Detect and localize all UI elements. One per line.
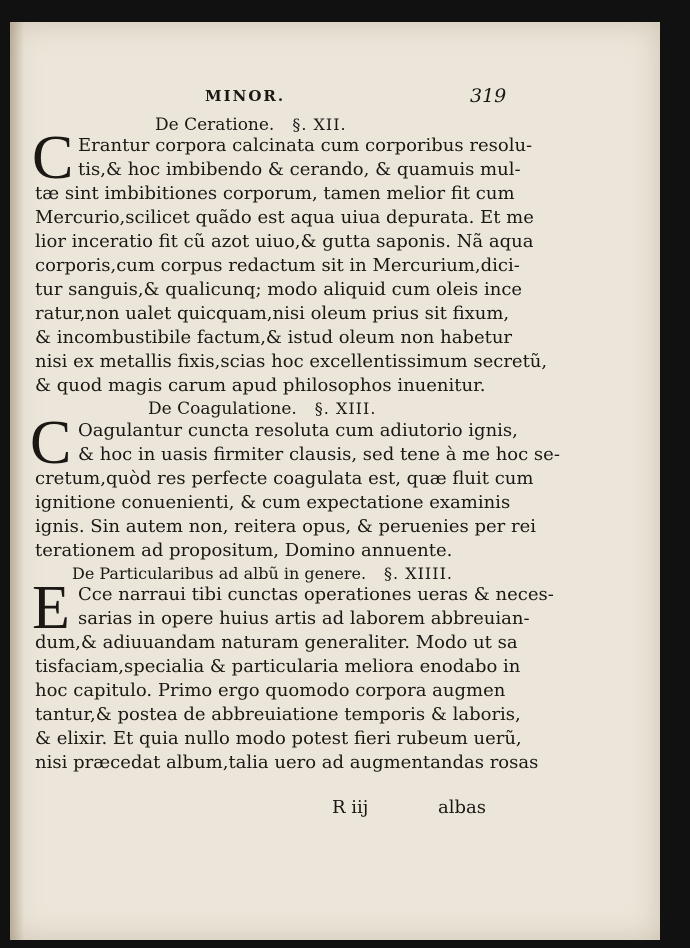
- section-number: §. XIIII.: [384, 564, 453, 583]
- section-heading: [155, 115, 347, 135]
- drop-cap-initial: C: [30, 409, 72, 477]
- text-line: & elixir. Et quia nullo modo potest fieri rubeum uerũ,: [35, 728, 522, 749]
- section-number: §. XII.: [292, 115, 347, 134]
- text-line: Mercurio,scilicet quãdo est aqua uiua depurata. Et me: [35, 207, 534, 228]
- text-line: tur sanguis,& qualicunq; modo aliquid cum oleis ince: [35, 279, 523, 300]
- section-heading: [72, 564, 453, 583]
- text-line: nisi præcedat album,talia uero ad augmentandas rosas: [35, 752, 539, 773]
- text-line: ratur,non ualet quicquam,nisi oleum prius sit fixum,: [35, 303, 510, 324]
- text-line: ignis. Sin autem non, reitera opus, & peruenies per rei: [35, 516, 537, 537]
- page-number: 319: [470, 85, 507, 107]
- text-line: Cce narraui tibi cunctas operationes ueras & neces-: [78, 584, 554, 605]
- catchword: albas: [438, 797, 486, 818]
- book-page: [10, 22, 660, 940]
- signature-mark: R iij: [332, 797, 369, 818]
- section-title: De Particularibus ad albũ in genere.: [72, 564, 367, 583]
- text-line: ignitione conuenienti, & cum expectatione examinis: [35, 492, 511, 513]
- text-line: hoc capitulo. Primo ergo quomodo corpora augmen: [35, 680, 506, 701]
- text-line: nisi ex metallis fixis,scias hoc excellentissimum secretũ,: [35, 351, 548, 372]
- text-line: tis,& hoc imbibendo & cerando, & quamuis mul-: [78, 159, 521, 180]
- text-line: & quod magis carum apud philosophos inuenitur.: [35, 375, 486, 396]
- text-line: sarias in opere huius artis ad laborem abbreuian-: [78, 608, 530, 629]
- running-title: MINOR.: [205, 87, 286, 105]
- section-heading: [148, 399, 376, 419]
- drop-cap-initial: C: [32, 124, 74, 192]
- section-title: De Ceratione.: [155, 115, 275, 135]
- text-line: Oagulantur cuncta resoluta cum adiutorio ignis,: [78, 420, 518, 441]
- text-line: tisfaciam,specialia & particularia meliora enodabo in: [35, 656, 521, 677]
- text-line: dum,& adiuuandam naturam generaliter. Modo ut sa: [35, 632, 518, 653]
- text-line: cretum,quòd res perfecte coagulata est, quæ fluit cum: [35, 468, 534, 489]
- text-line: tæ sint imbibitiones corporum, tamen melior fit cum: [35, 183, 515, 204]
- text-line: & incombustibile factum,& istud oleum non habetur: [35, 327, 513, 348]
- section-number: §. XIII.: [314, 399, 377, 418]
- text-line: lior inceratio fit cũ azot uiuo,& gutta saponis. Nã aqua: [35, 231, 534, 252]
- text-line: corporis,cum corpus redactum sit in Mercurium,dici-: [35, 255, 520, 276]
- drop-cap-initial: E: [32, 574, 70, 642]
- text-line: Erantur corpora calcinata cum corporibus resolu-: [78, 135, 533, 156]
- text-line: tantur,& postea de abbreuiatione temporis & laboris,: [35, 704, 521, 725]
- running-head: [10, 87, 660, 113]
- text-line: & hoc in uasis firmiter clausis, sed tene à me hoc se-: [78, 444, 560, 465]
- text-line: terationem ad propositum, Domino annuente.: [35, 540, 453, 561]
- section-title: De Coagulatione.: [148, 399, 297, 419]
